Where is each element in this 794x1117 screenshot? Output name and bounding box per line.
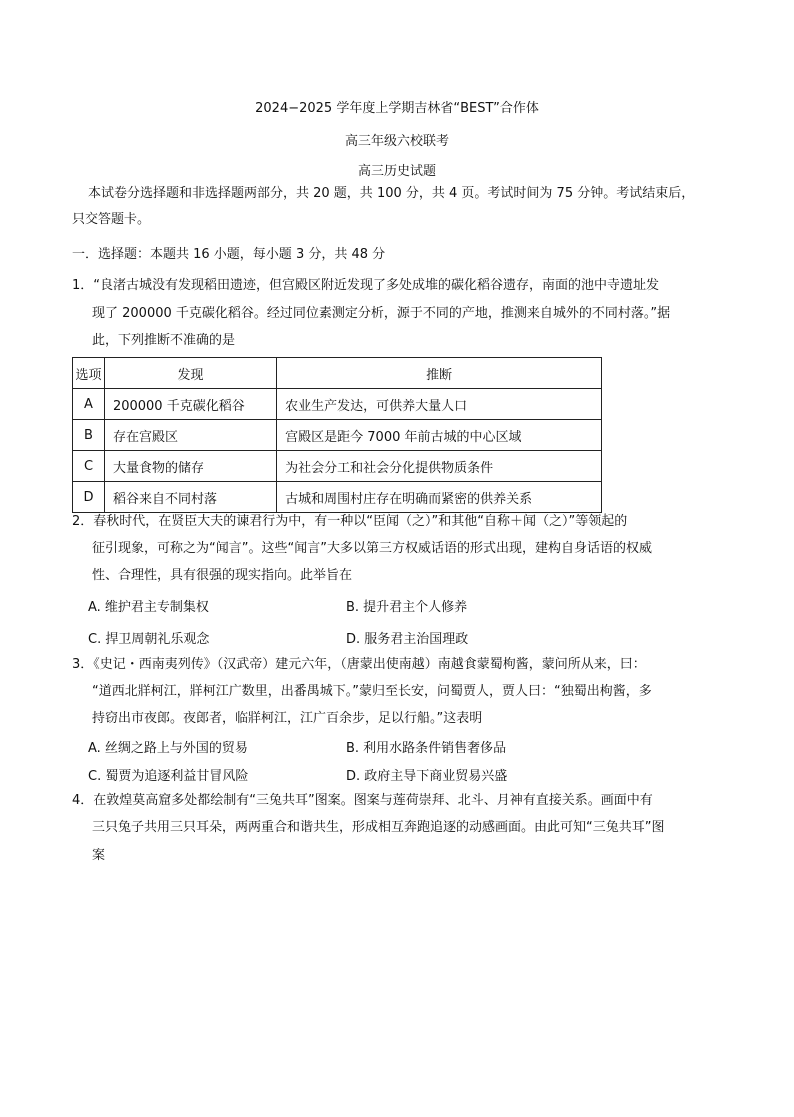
- table-cell: 存在宫殿区: [104, 420, 276, 451]
- section-title: 一．选择题：本题共 16 小题，每小题 3 分，共 48 分: [72, 247, 386, 262]
- table-header-row: [73, 358, 602, 389]
- exam-subject-title: 高三历史试题: [357, 164, 436, 179]
- table-row: [73, 389, 602, 420]
- q3-option-b: B. 利用水路条件销售奢侈品: [346, 741, 507, 756]
- q3-option-a: A. 丝绸之路上与外国的贸易: [88, 741, 248, 756]
- table-cell: 稻谷来自不同村落: [104, 482, 276, 513]
- q3-line-3: 持窃出市夜郎。夜郎者，临牂柯江，江广百余步，足以行船。”这表明: [92, 711, 483, 726]
- table-cell: 农业生产发达，可供养大量人口: [277, 389, 602, 420]
- q3-line-2: “道西北牂柯江，牂柯江广数里，出番禺城下。”蒙归至长安，问蜀贾人，贾人曰：“独蜀出枸酱，多: [92, 684, 652, 699]
- table-cell: A: [73, 389, 105, 420]
- table-header-cell: 发现: [104, 358, 276, 389]
- q3-option-d: D. 政府主导下商业贸易兴盛: [346, 769, 508, 784]
- table-header-cell: 选项: [73, 358, 105, 389]
- q2-option-c: C. 捍卫周朝礼乐观念: [88, 632, 210, 647]
- table-cell: 为社会分工和社会分化提供物质条件: [277, 451, 602, 482]
- intro-line-2: 只交答题卡。: [72, 212, 151, 227]
- q2-option-d: D. 服务君主治国理政: [346, 632, 469, 647]
- table-cell: 古城和周围村庄存在明确而紧密的供养关系: [277, 482, 602, 513]
- q2-line-2: 征引现象，可称之为“闻言”。这些“闻言”大多以第三方权威话语的形式出现，建构自身话语的权威: [92, 541, 652, 556]
- q2-line-1: 2．春秋时代，在贤臣大夫的谏君行为中，有一种以“臣闻（之）”和其他“自称＋闻（之）”等领起的: [72, 514, 628, 529]
- table-cell: C: [73, 451, 105, 482]
- q1-line-3: 此，下列推断不准确的是: [92, 333, 236, 348]
- exam-header-subtitle: 高三年级六校联考: [344, 134, 449, 149]
- q4-line-1: 4．在敦煌莫高窟多处都绘制有“三兔共耳”图案。图案与莲荷崇拜、北斗、月神有直接关系。画面中有: [72, 793, 653, 808]
- table-cell: 宫殿区是距今 7000 年前古城的中心区域: [277, 420, 602, 451]
- q3-line-1: 3．《史记・西南夷列传》（汉武帝）建元六年，（唐蒙出使南越）南越食蒙蜀枸酱，蒙问所从来，曰：: [72, 657, 646, 672]
- q3-option-c: C. 蜀贾为追逐利益甘冒风险: [88, 769, 249, 784]
- table-cell: 200000 千克碳化稻谷: [104, 389, 276, 420]
- q2-line-3: 性、合理性，具有很强的现实指向。此举旨在: [92, 568, 353, 583]
- q1-line-2: 现了 200000 千克碳化稻谷。经过同位素测定分析，源于不同的产地，推测来自城外的不同村落。”据: [92, 306, 671, 321]
- table-cell: D: [73, 482, 105, 513]
- q2-option-b: B. 提升君主个人修养: [346, 600, 468, 615]
- table-row: [73, 451, 602, 482]
- table-row: [73, 420, 602, 451]
- q4-line-2: 三只兔子共用三只耳朵，两两重合和谐共生，形成相互奔跑追逐的动感画面。由此可知“三兔共耳”图: [92, 820, 665, 835]
- q1-table: [72, 357, 602, 513]
- q2-option-a: A. 维护君主专制集权: [88, 600, 209, 615]
- q4-line-3: 案: [92, 848, 106, 863]
- table-header-cell: 推断: [277, 358, 602, 389]
- table-cell: B: [73, 420, 105, 451]
- table-cell: 大量食物的储存: [104, 451, 276, 482]
- q1-line-1: 1．“良渚古城没有发现稻田遗迹，但宫殿区附近发现了多处成堆的碳化稻谷遗存，南面的池中寺遗址发: [72, 278, 660, 293]
- table-row: [73, 482, 602, 513]
- exam-header-title: 2024−2025 学年度上学期吉林省“BEST”合作体: [255, 101, 539, 116]
- intro-line-1: 本试卷分选择题和非选择题两部分，共 20 题，共 100 分，共 4 页。考试时间为 75 分钟。考试结束后，: [88, 186, 695, 201]
